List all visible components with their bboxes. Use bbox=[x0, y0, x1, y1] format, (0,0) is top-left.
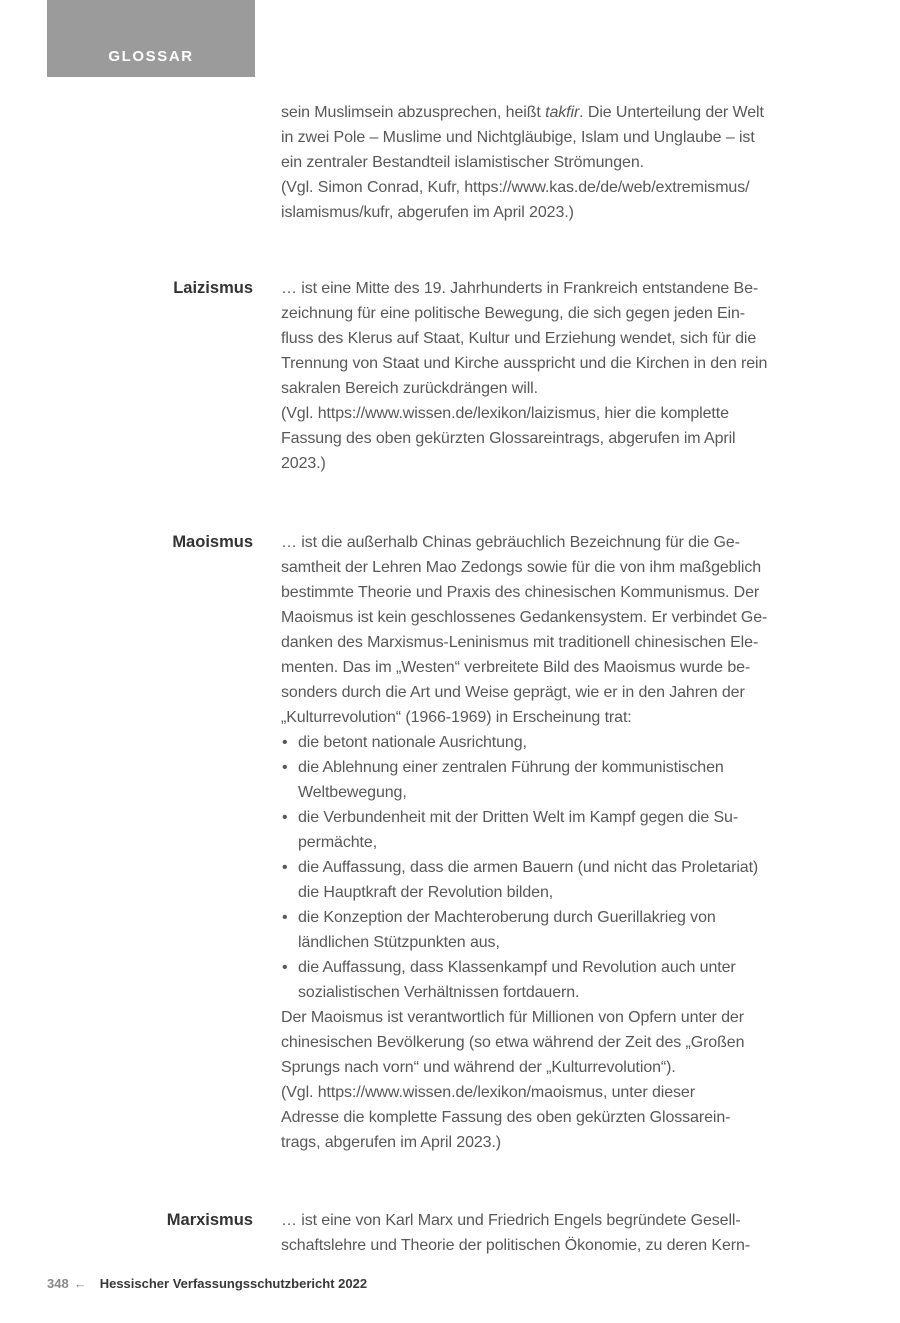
text-line: „Kulturrevolution“ (1966-1969) in Erscheinung trat: bbox=[281, 709, 632, 726]
text-line: 2023.) bbox=[281, 455, 326, 472]
text-line: schaftslehre und Theorie der politischen Ökonomie, zu deren Kern- bbox=[281, 1237, 751, 1254]
text-line: in zwei Pole – Muslime und Nichtgläubige, Islam und Unglaube – ist bbox=[281, 129, 755, 146]
left-arrow-icon: ← bbox=[73, 1276, 87, 1291]
text-line: die Hauptkraft der Revolution bilden, bbox=[298, 884, 554, 901]
bullet-line: • die Auffassung, dass die armen Bauern (und nicht das Proletariat) bbox=[281, 855, 801, 880]
text-line: bestimmte Theorie und Praxis des chinesischen Kommunismus. Der bbox=[281, 584, 760, 601]
page-footer bbox=[47, 1276, 367, 1294]
text-line: … ist die außerhalb Chinas gebräuchlich Bezeichnung für die Ge- bbox=[281, 534, 740, 551]
entry-term: Laizismus bbox=[173, 279, 253, 297]
text-line: danken des Marxismus-Leninismus mit traditionell chinesischen Ele- bbox=[281, 634, 759, 651]
entry-body bbox=[281, 100, 801, 225]
text-line: ländlichen Stützpunkten aus, bbox=[298, 934, 500, 951]
document-title: Hessischer Verfassungsschutzbericht 2022 bbox=[99, 1276, 368, 1291]
entry-body bbox=[281, 1208, 801, 1258]
text-line: chinesischen Bevölkerung (so etwa während der Zeit des „Großen bbox=[281, 1034, 745, 1051]
text-line: Der Maoismus ist verantwortlich für Millionen von Opfern unter der bbox=[281, 1009, 744, 1026]
text-line: … ist eine Mitte des 19. Jahrhunderts in Frankreich entstandene Be- bbox=[281, 280, 759, 297]
text-line: Maoismus ist kein geschlossenes Gedankensystem. Er verbindet Ge- bbox=[281, 609, 768, 626]
text-line: sein Muslimsein abzusprechen, heißt takfir. Die Unterteilung der Welt bbox=[281, 104, 764, 121]
text-line: ein zentraler Bestandteil islamistischer Strömungen. bbox=[281, 154, 644, 171]
text-line: zeichnung für eine politische Bewegung, die sich gegen jeden Ein- bbox=[281, 305, 746, 322]
entry-term: Maoismus bbox=[172, 533, 253, 551]
text-line: sozialistischen Verhältnissen fortdauern. bbox=[298, 984, 580, 1001]
text-line: islamismus/kufr, abgerufen im April 2023.) bbox=[281, 204, 574, 221]
text-line: Fassung des oben gekürzten Glossareintrags, abgerufen im April bbox=[281, 430, 736, 447]
text-line: (Vgl. https://www.wissen.de/lexikon/maoismus, unter dieser bbox=[281, 1084, 695, 1101]
text-line: menten. Das im „Westen“ verbreitete Bild des Maoismus wurde be- bbox=[281, 659, 751, 676]
section-header bbox=[47, 0, 255, 77]
bullet-line: • die Konzeption der Machteroberung durch Guerillakrieg von bbox=[281, 905, 801, 930]
text-line: Adresse die komplette Fassung des oben gekürzten Glossarein- bbox=[281, 1109, 731, 1126]
glossary-entry-marxismus bbox=[47, 1208, 847, 1258]
bullet-line: • die Verbundenheit mit der Dritten Welt im Kampf gegen die Su- bbox=[281, 805, 801, 830]
text-line: samtheit der Lehren Mao Zedongs sowie für die von ihm maßgeblich bbox=[281, 559, 762, 576]
bullet-line: • die Ablehnung einer zentralen Führung der kommunistischen bbox=[281, 755, 801, 780]
entry-term: Marxismus bbox=[166, 1211, 253, 1229]
text-line: fluss des Klerus auf Staat, Kultur und Erziehung wendet, sich für die bbox=[281, 330, 757, 347]
bullet-line: • die Auffassung, dass Klassenkampf und Revolution auch unter bbox=[281, 955, 801, 980]
glossary-entry-maoismus bbox=[47, 530, 847, 1155]
text-line: Weltbewegung, bbox=[298, 784, 407, 801]
glossary-entry-kufr-continuation bbox=[47, 100, 847, 225]
glossary-entry-laizismus bbox=[47, 276, 847, 476]
bullet-line: • die betont nationale Ausrichtung, bbox=[281, 730, 801, 755]
text-line: sakralen Bereich zurückdrängen will. bbox=[281, 380, 538, 397]
entry-body bbox=[281, 276, 801, 476]
text-line: … ist eine von Karl Marx und Friedrich Engels begründete Gesell- bbox=[281, 1212, 741, 1229]
text-line: Trennung von Staat und Kirche ausspricht und die Kirchen in den rein bbox=[281, 355, 768, 372]
text-line: trags, abgerufen im April 2023.) bbox=[281, 1134, 502, 1151]
text-line: Sprungs nach vorn“ und während der „Kulturrevolution“). bbox=[281, 1059, 676, 1076]
text-line: (Vgl. Simon Conrad, Kufr, https://www.kas.de/de/web/extremismus/ bbox=[281, 179, 750, 196]
text-line: sonders durch die Art und Weise geprägt, wie er in den Jahren der bbox=[281, 684, 745, 701]
section-header-label: GLOSSAR bbox=[108, 48, 194, 65]
text-line: permächte, bbox=[298, 834, 378, 851]
page-number: 348 bbox=[47, 1276, 69, 1291]
entry-body bbox=[281, 530, 801, 1155]
text-line: (Vgl. https://www.wissen.de/lexikon/laizismus, hier die komplette bbox=[281, 405, 729, 422]
